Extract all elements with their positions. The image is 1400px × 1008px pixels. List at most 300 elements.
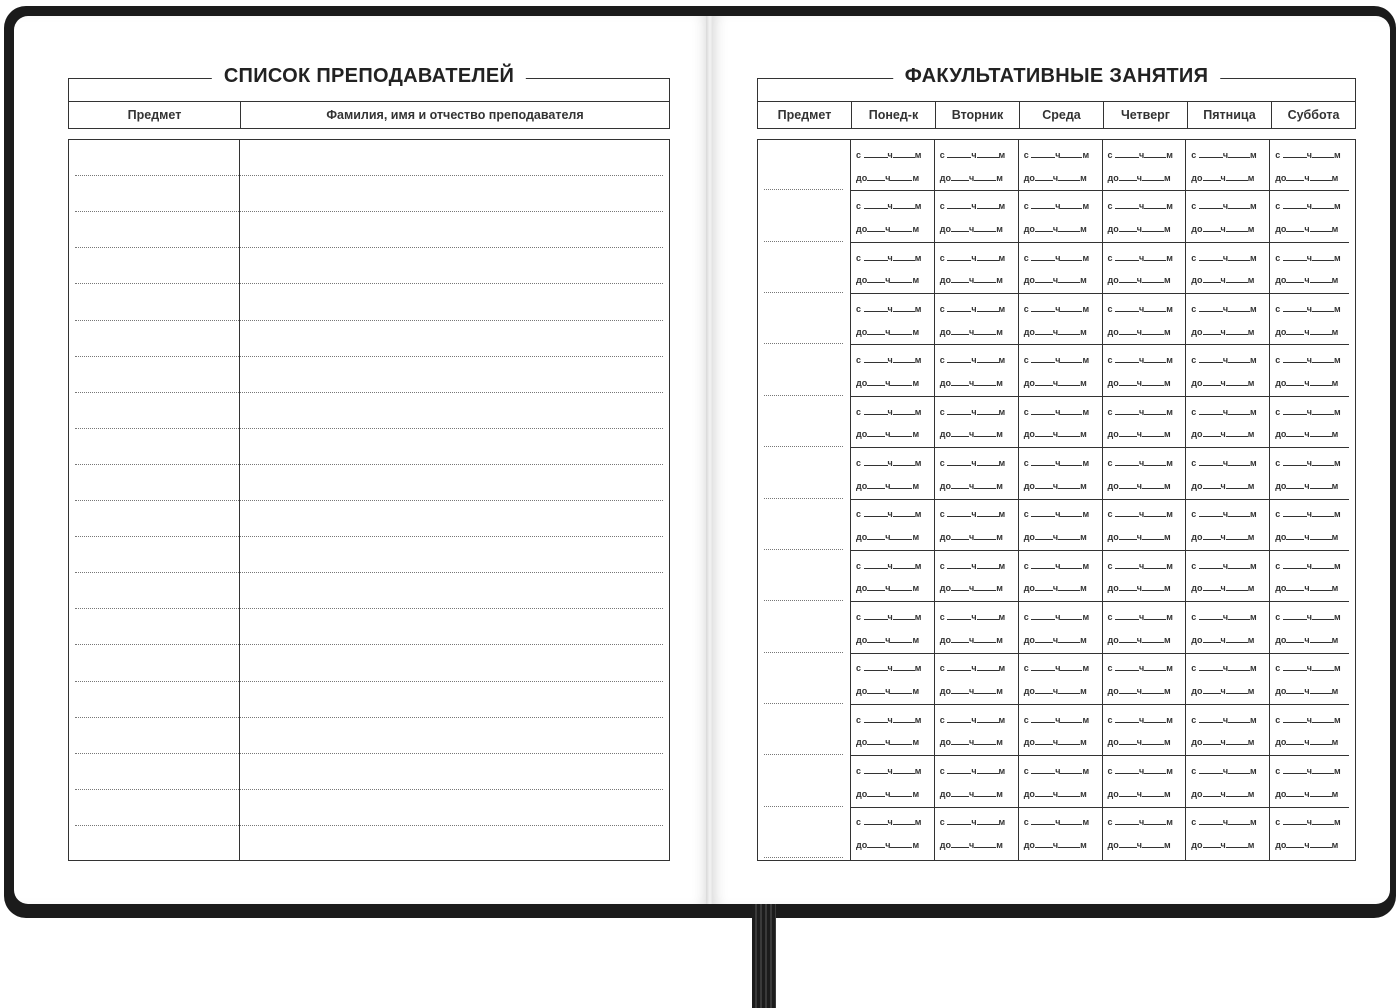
- time-blank[interactable]: [974, 685, 996, 694]
- time-blank[interactable]: [1144, 714, 1166, 723]
- time-blank[interactable]: [1115, 714, 1139, 723]
- time-blank[interactable]: [1119, 223, 1137, 232]
- time-blank[interactable]: [893, 200, 915, 209]
- time-blank[interactable]: [1058, 839, 1080, 848]
- teacher-row-line[interactable]: [75, 356, 663, 357]
- time-blank[interactable]: [1310, 223, 1332, 232]
- time-blank[interactable]: [1031, 457, 1055, 466]
- time-blank[interactable]: [951, 685, 969, 694]
- time-blank[interactable]: [867, 428, 885, 437]
- time-blank[interactable]: [1031, 508, 1055, 517]
- time-blank[interactable]: [1283, 200, 1307, 209]
- time-slot-cell[interactable]: [1019, 551, 1103, 602]
- time-blank[interactable]: [864, 714, 888, 723]
- subject-write-line[interactable]: [764, 498, 843, 499]
- time-blank[interactable]: [1144, 200, 1166, 209]
- time-blank[interactable]: [1203, 274, 1221, 283]
- time-blank[interactable]: [1228, 200, 1250, 209]
- time-blank[interactable]: [1119, 326, 1137, 335]
- time-blank[interactable]: [1144, 252, 1166, 261]
- time-blank[interactable]: [977, 816, 999, 825]
- time-blank[interactable]: [977, 303, 999, 312]
- time-slot-cell[interactable]: [1270, 243, 1354, 294]
- time-blank[interactable]: [1115, 303, 1139, 312]
- time-slot-cell[interactable]: [1186, 345, 1270, 396]
- time-slot-cell[interactable]: [1103, 191, 1187, 242]
- time-slot-cell[interactable]: [1270, 808, 1354, 859]
- time-blank[interactable]: [1119, 428, 1137, 437]
- time-blank[interactable]: [1060, 714, 1082, 723]
- time-slot-cell[interactable]: [1186, 705, 1270, 756]
- teacher-row-line[interactable]: [75, 211, 663, 212]
- time-slot-cell[interactable]: [935, 140, 1019, 191]
- time-blank[interactable]: [893, 303, 915, 312]
- time-blank[interactable]: [1286, 223, 1304, 232]
- time-blank[interactable]: [1060, 765, 1082, 774]
- time-blank[interactable]: [1310, 274, 1332, 283]
- time-blank[interactable]: [1144, 303, 1166, 312]
- time-blank[interactable]: [977, 354, 999, 363]
- time-blank[interactable]: [890, 788, 912, 797]
- time-blank[interactable]: [1031, 149, 1055, 158]
- time-blank[interactable]: [1144, 457, 1166, 466]
- time-slot-cell[interactable]: [1270, 705, 1354, 756]
- time-blank[interactable]: [1060, 457, 1082, 466]
- time-blank[interactable]: [947, 149, 971, 158]
- time-blank[interactable]: [1035, 274, 1053, 283]
- time-blank[interactable]: [1203, 788, 1221, 797]
- time-blank[interactable]: [1142, 582, 1164, 591]
- time-blank[interactable]: [1226, 428, 1248, 437]
- time-blank[interactable]: [864, 457, 888, 466]
- time-blank[interactable]: [1228, 406, 1250, 415]
- time-blank[interactable]: [1142, 377, 1164, 386]
- teacher-row-line[interactable]: [75, 320, 663, 321]
- time-blank[interactable]: [1310, 839, 1332, 848]
- time-slot-cell[interactable]: [1103, 294, 1187, 345]
- time-blank[interactable]: [951, 326, 969, 335]
- time-slot-cell[interactable]: [1270, 448, 1354, 499]
- time-slot-cell[interactable]: [935, 705, 1019, 756]
- time-blank[interactable]: [1115, 457, 1139, 466]
- time-blank[interactable]: [974, 428, 996, 437]
- time-blank[interactable]: [1228, 816, 1250, 825]
- time-slot-cell[interactable]: [1019, 705, 1103, 756]
- time-blank[interactable]: [1226, 326, 1248, 335]
- time-blank[interactable]: [1115, 200, 1139, 209]
- time-blank[interactable]: [1283, 149, 1307, 158]
- time-blank[interactable]: [1283, 816, 1307, 825]
- time-slot-cell[interactable]: [1270, 500, 1354, 551]
- time-blank[interactable]: [867, 223, 885, 232]
- time-blank[interactable]: [864, 816, 888, 825]
- time-blank[interactable]: [1310, 377, 1332, 386]
- time-blank[interactable]: [1226, 788, 1248, 797]
- time-blank[interactable]: [1058, 223, 1080, 232]
- time-blank[interactable]: [864, 560, 888, 569]
- time-blank[interactable]: [1312, 303, 1334, 312]
- time-blank[interactable]: [890, 223, 912, 232]
- time-blank[interactable]: [1228, 611, 1250, 620]
- subject-write-line[interactable]: [764, 754, 843, 755]
- time-slot-cell[interactable]: [1103, 654, 1187, 705]
- time-blank[interactable]: [890, 377, 912, 386]
- time-blank[interactable]: [893, 252, 915, 261]
- time-blank[interactable]: [1312, 149, 1334, 158]
- time-blank[interactable]: [1119, 531, 1137, 540]
- time-blank[interactable]: [1228, 457, 1250, 466]
- time-blank[interactable]: [1310, 736, 1332, 745]
- time-blank[interactable]: [1035, 839, 1053, 848]
- time-blank[interactable]: [1031, 765, 1055, 774]
- time-slot-cell[interactable]: [935, 654, 1019, 705]
- time-blank[interactable]: [1035, 377, 1053, 386]
- teacher-row-line[interactable]: [75, 283, 663, 284]
- time-slot-cell[interactable]: [1186, 551, 1270, 602]
- time-slot-cell[interactable]: [935, 808, 1019, 859]
- time-blank[interactable]: [1283, 457, 1307, 466]
- time-blank[interactable]: [1199, 508, 1223, 517]
- time-blank[interactable]: [893, 354, 915, 363]
- time-slot-cell[interactable]: [935, 243, 1019, 294]
- time-blank[interactable]: [867, 685, 885, 694]
- time-blank[interactable]: [1283, 611, 1307, 620]
- time-slot-cell[interactable]: [1186, 808, 1270, 859]
- time-blank[interactable]: [1035, 634, 1053, 643]
- time-blank[interactable]: [1286, 377, 1304, 386]
- time-blank[interactable]: [1226, 531, 1248, 540]
- time-blank[interactable]: [977, 149, 999, 158]
- time-blank[interactable]: [1312, 765, 1334, 774]
- time-blank[interactable]: [947, 508, 971, 517]
- time-blank[interactable]: [890, 428, 912, 437]
- time-blank[interactable]: [1310, 788, 1332, 797]
- time-blank[interactable]: [951, 634, 969, 643]
- time-blank[interactable]: [1119, 788, 1137, 797]
- subject-write-line[interactable]: [764, 549, 843, 550]
- time-blank[interactable]: [951, 531, 969, 540]
- time-slot-cell[interactable]: [851, 243, 935, 294]
- time-slot-cell[interactable]: [1186, 243, 1270, 294]
- time-slot-cell[interactable]: [935, 345, 1019, 396]
- time-blank[interactable]: [1226, 377, 1248, 386]
- time-blank[interactable]: [1310, 634, 1332, 643]
- time-blank[interactable]: [1286, 531, 1304, 540]
- subject-write-line[interactable]: [764, 806, 843, 807]
- time-blank[interactable]: [1203, 480, 1221, 489]
- time-blank[interactable]: [1283, 714, 1307, 723]
- subject-write-line[interactable]: [764, 703, 843, 704]
- time-blank[interactable]: [1144, 149, 1166, 158]
- time-blank[interactable]: [1203, 326, 1221, 335]
- time-slot-cell[interactable]: [851, 191, 935, 242]
- time-slot-cell[interactable]: [1186, 191, 1270, 242]
- time-blank[interactable]: [1283, 252, 1307, 261]
- time-slot-cell[interactable]: [1270, 345, 1354, 396]
- time-blank[interactable]: [1119, 736, 1137, 745]
- time-blank[interactable]: [1310, 531, 1332, 540]
- subject-write-line[interactable]: [764, 395, 843, 396]
- time-blank[interactable]: [1060, 200, 1082, 209]
- time-blank[interactable]: [1228, 508, 1250, 517]
- time-blank[interactable]: [1031, 816, 1055, 825]
- time-slot-cell[interactable]: [935, 756, 1019, 807]
- time-blank[interactable]: [864, 149, 888, 158]
- time-slot-cell[interactable]: [935, 448, 1019, 499]
- time-blank[interactable]: [864, 252, 888, 261]
- teacher-row-line[interactable]: [75, 753, 663, 754]
- time-blank[interactable]: [1031, 611, 1055, 620]
- time-blank[interactable]: [1310, 480, 1332, 489]
- teacher-row-line[interactable]: [75, 428, 663, 429]
- time-slot-cell[interactable]: [1186, 294, 1270, 345]
- time-blank[interactable]: [1283, 303, 1307, 312]
- time-blank[interactable]: [1035, 685, 1053, 694]
- time-slot-cell[interactable]: [1186, 397, 1270, 448]
- time-blank[interactable]: [890, 685, 912, 694]
- time-blank[interactable]: [1203, 582, 1221, 591]
- time-blank[interactable]: [1199, 200, 1223, 209]
- time-slot-cell[interactable]: [1103, 243, 1187, 294]
- time-blank[interactable]: [893, 714, 915, 723]
- time-blank[interactable]: [1286, 634, 1304, 643]
- subject-write-line[interactable]: [764, 241, 843, 242]
- time-slot-cell[interactable]: [935, 500, 1019, 551]
- time-slot-cell[interactable]: [935, 551, 1019, 602]
- time-blank[interactable]: [1226, 685, 1248, 694]
- time-blank[interactable]: [1226, 736, 1248, 745]
- time-slot-cell[interactable]: [1019, 140, 1103, 191]
- time-blank[interactable]: [951, 223, 969, 232]
- time-blank[interactable]: [864, 303, 888, 312]
- time-blank[interactable]: [1286, 839, 1304, 848]
- time-slot-cell[interactable]: [851, 448, 935, 499]
- time-blank[interactable]: [1286, 685, 1304, 694]
- time-blank[interactable]: [1228, 560, 1250, 569]
- time-slot-cell[interactable]: [1019, 808, 1103, 859]
- teacher-row-line[interactable]: [75, 825, 663, 826]
- time-blank[interactable]: [947, 662, 971, 671]
- time-blank[interactable]: [1312, 560, 1334, 569]
- time-blank[interactable]: [1283, 662, 1307, 671]
- time-blank[interactable]: [977, 200, 999, 209]
- time-blank[interactable]: [1119, 685, 1137, 694]
- time-blank[interactable]: [1119, 839, 1137, 848]
- time-blank[interactable]: [977, 765, 999, 774]
- time-blank[interactable]: [1283, 765, 1307, 774]
- time-blank[interactable]: [951, 172, 969, 181]
- time-blank[interactable]: [951, 736, 969, 745]
- teacher-row-line[interactable]: [75, 572, 663, 573]
- time-blank[interactable]: [947, 406, 971, 415]
- time-blank[interactable]: [1115, 560, 1139, 569]
- time-blank[interactable]: [947, 457, 971, 466]
- time-blank[interactable]: [977, 508, 999, 517]
- time-blank[interactable]: [1058, 326, 1080, 335]
- time-blank[interactable]: [1142, 326, 1164, 335]
- time-blank[interactable]: [1312, 200, 1334, 209]
- time-slot-cell[interactable]: [1186, 654, 1270, 705]
- time-blank[interactable]: [1119, 274, 1137, 283]
- time-blank[interactable]: [947, 200, 971, 209]
- time-blank[interactable]: [867, 839, 885, 848]
- time-blank[interactable]: [890, 582, 912, 591]
- time-blank[interactable]: [1060, 508, 1082, 517]
- time-slot-cell[interactable]: [1270, 654, 1354, 705]
- time-slot-cell[interactable]: [851, 397, 935, 448]
- teacher-row-line[interactable]: [75, 644, 663, 645]
- time-blank[interactable]: [974, 377, 996, 386]
- time-slot-cell[interactable]: [1103, 705, 1187, 756]
- time-blank[interactable]: [890, 326, 912, 335]
- time-blank[interactable]: [1142, 839, 1164, 848]
- time-blank[interactable]: [1199, 252, 1223, 261]
- time-slot-cell[interactable]: [935, 397, 1019, 448]
- time-blank[interactable]: [1199, 765, 1223, 774]
- time-blank[interactable]: [1035, 582, 1053, 591]
- time-blank[interactable]: [1115, 816, 1139, 825]
- time-blank[interactable]: [1060, 252, 1082, 261]
- time-blank[interactable]: [1058, 377, 1080, 386]
- time-blank[interactable]: [1199, 457, 1223, 466]
- time-slot-cell[interactable]: [1186, 500, 1270, 551]
- time-slot-cell[interactable]: [935, 294, 1019, 345]
- subject-write-line[interactable]: [764, 600, 843, 601]
- time-blank[interactable]: [1286, 428, 1304, 437]
- time-blank[interactable]: [1060, 816, 1082, 825]
- time-blank[interactable]: [1226, 274, 1248, 283]
- time-slot-cell[interactable]: [1103, 140, 1187, 191]
- time-blank[interactable]: [867, 788, 885, 797]
- time-blank[interactable]: [864, 508, 888, 517]
- time-blank[interactable]: [1199, 354, 1223, 363]
- time-blank[interactable]: [1310, 326, 1332, 335]
- time-slot-cell[interactable]: [1270, 756, 1354, 807]
- time-blank[interactable]: [1226, 172, 1248, 181]
- time-blank[interactable]: [1144, 560, 1166, 569]
- time-blank[interactable]: [867, 634, 885, 643]
- time-blank[interactable]: [864, 611, 888, 620]
- time-blank[interactable]: [1031, 252, 1055, 261]
- time-blank[interactable]: [951, 480, 969, 489]
- time-blank[interactable]: [1199, 662, 1223, 671]
- teacher-row-line[interactable]: [75, 717, 663, 718]
- time-blank[interactable]: [867, 582, 885, 591]
- time-blank[interactable]: [951, 839, 969, 848]
- time-slot-cell[interactable]: [1186, 756, 1270, 807]
- time-blank[interactable]: [864, 765, 888, 774]
- time-blank[interactable]: [974, 736, 996, 745]
- time-blank[interactable]: [1035, 223, 1053, 232]
- time-blank[interactable]: [1312, 354, 1334, 363]
- time-blank[interactable]: [974, 634, 996, 643]
- time-blank[interactable]: [893, 611, 915, 620]
- time-blank[interactable]: [1283, 560, 1307, 569]
- time-blank[interactable]: [947, 560, 971, 569]
- subject-write-line[interactable]: [764, 857, 843, 858]
- time-slot-cell[interactable]: [851, 808, 935, 859]
- time-blank[interactable]: [1115, 406, 1139, 415]
- time-blank[interactable]: [974, 172, 996, 181]
- time-blank[interactable]: [1035, 788, 1053, 797]
- time-slot-cell[interactable]: [851, 654, 935, 705]
- time-blank[interactable]: [1144, 765, 1166, 774]
- time-blank[interactable]: [1060, 611, 1082, 620]
- time-blank[interactable]: [1035, 428, 1053, 437]
- teacher-row-line[interactable]: [75, 500, 663, 501]
- time-blank[interactable]: [974, 326, 996, 335]
- time-blank[interactable]: [1031, 354, 1055, 363]
- time-slot-cell[interactable]: [1019, 294, 1103, 345]
- time-blank[interactable]: [1286, 736, 1304, 745]
- time-blank[interactable]: [1142, 172, 1164, 181]
- time-slot-cell[interactable]: [1270, 191, 1354, 242]
- time-blank[interactable]: [1142, 788, 1164, 797]
- time-blank[interactable]: [890, 531, 912, 540]
- time-blank[interactable]: [1142, 223, 1164, 232]
- time-blank[interactable]: [1203, 634, 1221, 643]
- time-blank[interactable]: [1035, 531, 1053, 540]
- time-blank[interactable]: [1058, 788, 1080, 797]
- time-blank[interactable]: [1283, 354, 1307, 363]
- time-slot-cell[interactable]: [1186, 448, 1270, 499]
- time-blank[interactable]: [1312, 406, 1334, 415]
- time-blank[interactable]: [1058, 172, 1080, 181]
- time-blank[interactable]: [974, 531, 996, 540]
- time-blank[interactable]: [893, 149, 915, 158]
- teacher-row-line[interactable]: [75, 247, 663, 248]
- time-blank[interactable]: [977, 406, 999, 415]
- time-blank[interactable]: [893, 816, 915, 825]
- time-blank[interactable]: [974, 223, 996, 232]
- time-blank[interactable]: [1115, 765, 1139, 774]
- time-slot-cell[interactable]: [1270, 140, 1354, 191]
- time-blank[interactable]: [890, 839, 912, 848]
- time-slot-cell[interactable]: [1270, 397, 1354, 448]
- time-blank[interactable]: [1119, 634, 1137, 643]
- time-slot-cell[interactable]: [935, 602, 1019, 653]
- time-blank[interactable]: [1115, 611, 1139, 620]
- time-blank[interactable]: [1228, 354, 1250, 363]
- time-slot-cell[interactable]: [851, 140, 935, 191]
- time-blank[interactable]: [947, 714, 971, 723]
- time-blank[interactable]: [974, 274, 996, 283]
- time-blank[interactable]: [951, 274, 969, 283]
- time-blank[interactable]: [1312, 662, 1334, 671]
- time-blank[interactable]: [1226, 223, 1248, 232]
- teacher-row-line[interactable]: [75, 681, 663, 682]
- time-blank[interactable]: [974, 582, 996, 591]
- time-slot-cell[interactable]: [1103, 500, 1187, 551]
- time-blank[interactable]: [1203, 685, 1221, 694]
- teacher-row-line[interactable]: [75, 175, 663, 176]
- time-blank[interactable]: [1226, 634, 1248, 643]
- time-blank[interactable]: [1058, 531, 1080, 540]
- time-blank[interactable]: [977, 457, 999, 466]
- time-blank[interactable]: [1060, 406, 1082, 415]
- time-blank[interactable]: [1286, 582, 1304, 591]
- time-blank[interactable]: [1310, 582, 1332, 591]
- time-slot-cell[interactable]: [1019, 397, 1103, 448]
- time-slot-cell[interactable]: [1270, 602, 1354, 653]
- time-slot-cell[interactable]: [1019, 448, 1103, 499]
- time-blank[interactable]: [1142, 736, 1164, 745]
- time-blank[interactable]: [1060, 149, 1082, 158]
- time-blank[interactable]: [1119, 480, 1137, 489]
- time-blank[interactable]: [890, 736, 912, 745]
- time-blank[interactable]: [1199, 406, 1223, 415]
- subject-write-line[interactable]: [764, 343, 843, 344]
